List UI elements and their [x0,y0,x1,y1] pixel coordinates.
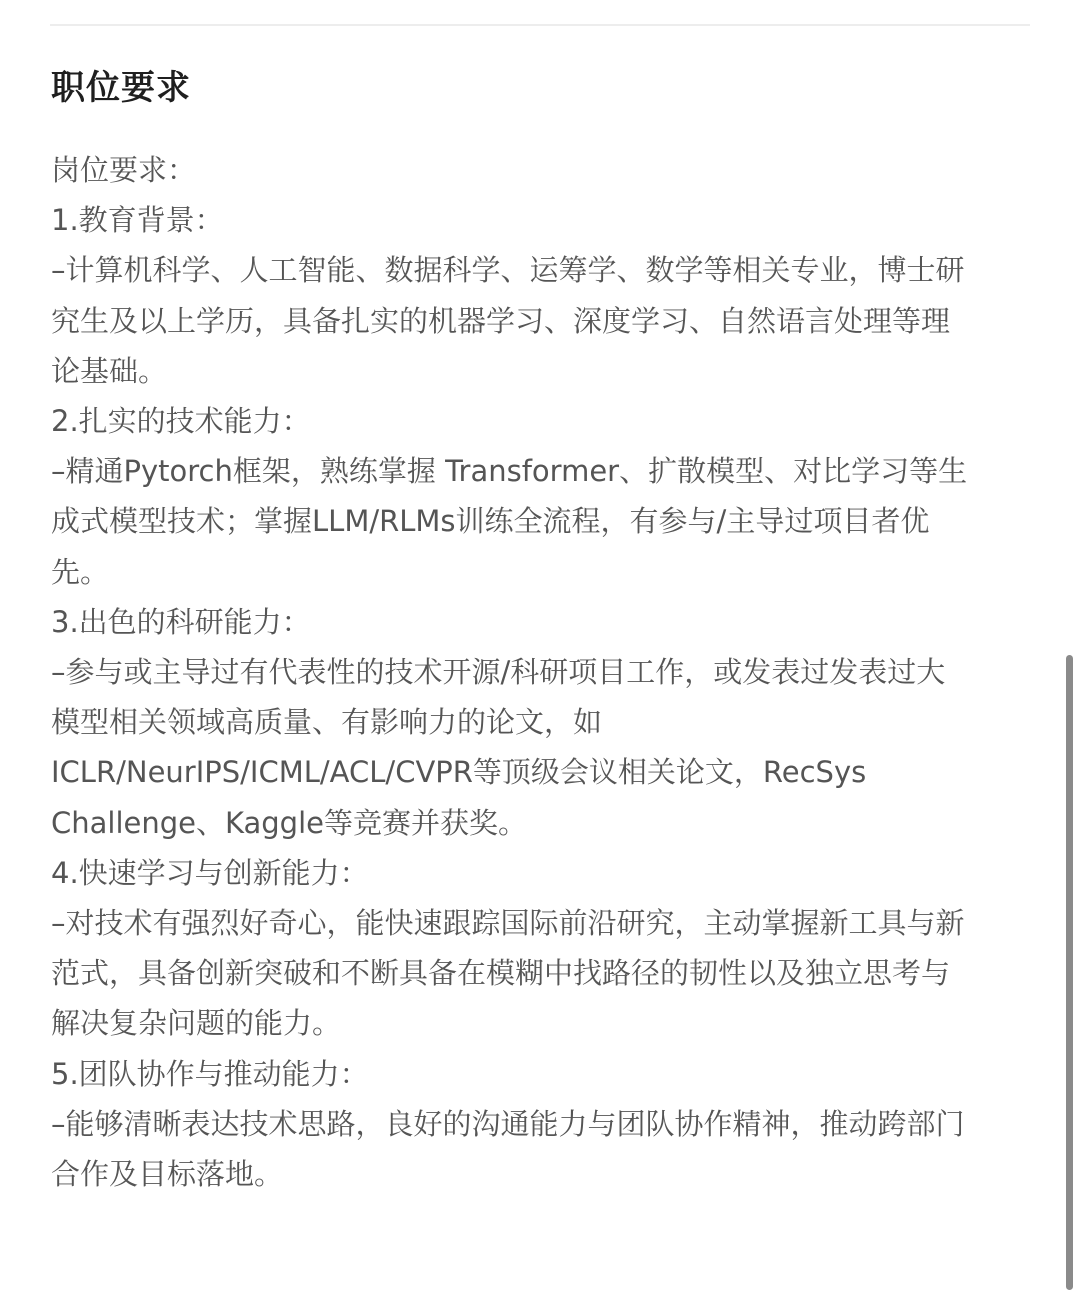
content-line: 范式，具备创新突破和不断具备在模糊中找路径的韧性以及独立思考与 [51,956,951,991]
job-requirements-content [51,145,1031,1199]
content-line: 先。 [51,554,110,589]
content-line: –精通Pytorch框架，熟练掌握 Transformer、扩散模型、对比学习等生 [51,454,968,489]
content-line: 1.教育背景： [51,203,224,238]
content-line: –参与或主导过有代表性的技术开源/科研项目工作，或发表过发表过大 [51,655,946,690]
content-line: –计算机科学、人工智能、数据科学、运筹学、数学等相关专业，博士研 [51,253,965,288]
content-line: 解决复杂问题的能力。 [51,1006,342,1041]
content-line: 合作及目标落地。 [51,1157,284,1192]
content-line: 究生及以上学历，具备扎实的机器学习、深度学习、自然语言处理等理 [51,303,951,338]
section-title: 职位要求 [51,68,191,108]
content-line: 3.出色的科研能力： [51,604,311,639]
content-line: 岗位要求： [51,153,197,187]
vertical-scrollbar[interactable] [1066,655,1073,1290]
content-line: ICLR/NeurIPS/ICML/ACL/CVPR等顶级会议相关论文，RecSys [51,755,867,790]
content-line: 2.扎实的技术能力： [51,404,311,439]
content-line: –对技术有强烈好奇心，能快速跟踪国际前沿研究，主动掌握新工具与新 [51,906,965,941]
content-line: 论基础。 [51,353,168,388]
content-line: 模型相关领域高质量、有影响力的论文，如 [51,705,603,740]
top-divider [50,24,1030,26]
content-line: 5.团队协作与推动能力： [51,1056,369,1091]
content-line: 成式模型技术；掌握LLM/RLMs训练全流程，有参与/主导过项目者优 [51,504,930,539]
content-line: 4.快速学习与创新能力： [51,855,369,890]
content-line: Challenge、Kaggle等竞赛并获奖。 [51,805,527,840]
content-line: –能够清晰表达技术思路，良好的沟通能力与团队协作精神，推动跨部门 [51,1106,965,1141]
